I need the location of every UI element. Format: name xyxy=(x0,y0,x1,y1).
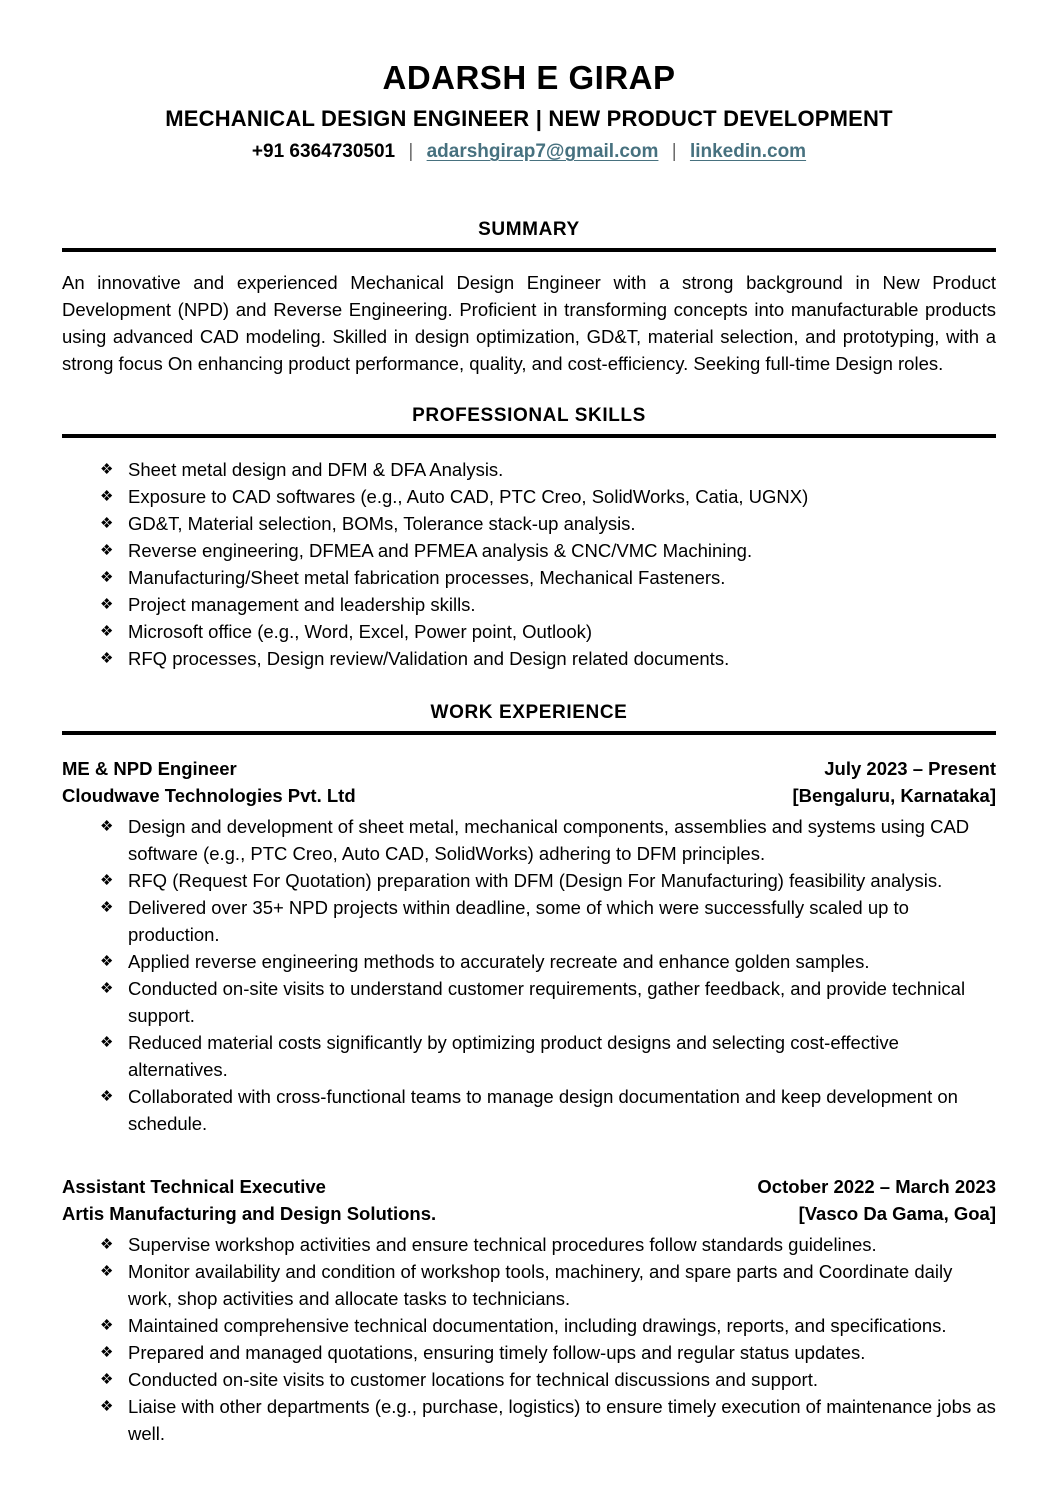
bullet-diamond-icon: ❖ xyxy=(100,818,114,836)
summary-paragraph: An innovative and experienced Mechanical Design Engineer with a strong background in New Product Development (NPD) and Reverse Engineering. Proficient in transforming concepts into manufacturable products using advanced CAD modeling. Skilled in design optimization, GD&T, material selection, and prototyping, with a strong focus On enhancing product performance, quality, and cost-efficiency. Seeking full-time Design roles. xyxy=(62,272,996,375)
skill-text: Exposure to CAD softwares (e.g., Auto CAD, PTC Creo, SolidWorks, Catia, UGNX) xyxy=(128,486,809,508)
contact-line xyxy=(62,141,996,163)
bullet-diamond-icon: ❖ xyxy=(100,542,114,560)
job-bullet-text: RFQ (Request For Quotation) preparation with DFM (Design For Manufacturing) feasibility analysis. xyxy=(128,870,943,892)
job-entry xyxy=(62,755,996,1137)
bullet-diamond-icon: ❖ xyxy=(100,1088,114,1106)
job-bullet-text: Conducted on-site visits to understand customer requirements, gather feedback, and provide technical support. xyxy=(128,978,966,1027)
job-bullet-list xyxy=(62,1231,996,1447)
job-bullet-text: Prepared and managed quotations, ensuring timely follow-ups and regular status updates. xyxy=(128,1342,866,1364)
candidate-title: MECHANICAL DESIGN ENGINEER | NEW PRODUCT DEVELOPMENT xyxy=(165,106,893,132)
job-entry xyxy=(62,1173,996,1447)
section-skills xyxy=(62,405,996,672)
bullet-diamond-icon: ❖ xyxy=(100,980,114,998)
job-header-row xyxy=(62,1173,996,1200)
phone-number: +91 6364730501 xyxy=(251,141,396,163)
list-item xyxy=(62,564,996,591)
skill-text: RFQ processes, Design review/Validation and Design related documents. xyxy=(128,648,730,670)
list-item xyxy=(62,867,996,894)
job-bullet-list xyxy=(62,813,996,1137)
list-item xyxy=(62,1312,996,1339)
job-subheader-row xyxy=(62,782,996,809)
bullet-diamond-icon: ❖ xyxy=(100,515,114,533)
list-item xyxy=(62,618,996,645)
bullet-diamond-icon: ❖ xyxy=(100,953,114,971)
experience-heading: WORK EXPERIENCE xyxy=(430,702,628,724)
skills-heading: PROFESSIONAL SKILLS xyxy=(412,405,646,427)
bullet-diamond-icon: ❖ xyxy=(100,1263,114,1281)
list-item xyxy=(62,1393,996,1447)
list-item xyxy=(62,483,996,510)
job-bullet-text: Reduced material costs significantly by optimizing product designs and selecting cost-effective alternatives. xyxy=(128,1032,899,1081)
job-bullet-text: Conducted on-site visits to customer locations for technical discussions and support. xyxy=(128,1369,818,1391)
list-item xyxy=(62,1366,996,1393)
list-item xyxy=(62,1339,996,1366)
job-subheader-row xyxy=(62,1200,996,1227)
job-location: [Vasco Da Gama, Goa] xyxy=(798,1203,996,1225)
job-header-row xyxy=(62,755,996,782)
bullet-diamond-icon: ❖ xyxy=(100,650,114,668)
job-role: ME & NPD Engineer xyxy=(62,758,237,780)
section-summary xyxy=(62,219,996,377)
job-role: Assistant Technical Executive xyxy=(62,1176,326,1198)
skill-text: GD&T, Material selection, BOMs, Tolerance stack-up analysis. xyxy=(128,513,636,535)
job-dates: July 2023 – Present xyxy=(824,758,996,780)
bullet-diamond-icon: ❖ xyxy=(100,1034,114,1052)
list-item xyxy=(62,894,996,948)
jobs xyxy=(62,755,996,1447)
bullet-diamond-icon: ❖ xyxy=(100,623,114,641)
skill-text: Reverse engineering, DFMEA and PFMEA analysis & CNC/VMC Machining. xyxy=(128,540,753,562)
contact-separator: | xyxy=(408,141,414,163)
bullet-diamond-icon: ❖ xyxy=(100,461,114,479)
skill-text: Project management and leadership skills. xyxy=(128,594,476,616)
job-bullet-text: Supervise workshop activities and ensure technical procedures follow standards guidelines. xyxy=(128,1234,877,1256)
list-item xyxy=(62,510,996,537)
bullet-diamond-icon: ❖ xyxy=(100,899,114,917)
job-bullet-text: Maintained comprehensive technical documentation, including drawings, reports, and specifications. xyxy=(128,1315,947,1337)
job-bullet-text: Monitor availability and condition of workshop tools, machinery, and spare parts and Coordinate daily work, shop activities and allocate tasks to technicians. xyxy=(128,1261,953,1310)
bullet-diamond-icon: ❖ xyxy=(100,596,114,614)
summary-heading: SUMMARY xyxy=(478,219,580,241)
job-location: [Bengaluru, Karnataka] xyxy=(792,785,996,807)
section-divider xyxy=(62,248,996,252)
bullet-diamond-icon: ❖ xyxy=(100,1344,114,1362)
bullet-diamond-icon: ❖ xyxy=(100,1371,114,1389)
bullet-diamond-icon: ❖ xyxy=(100,569,114,587)
list-item xyxy=(62,1231,996,1258)
contact-separator: | xyxy=(671,141,677,163)
bullet-diamond-icon: ❖ xyxy=(100,872,114,890)
job-company: Artis Manufacturing and Design Solutions. xyxy=(62,1203,437,1225)
list-item xyxy=(62,537,996,564)
bullet-diamond-icon: ❖ xyxy=(100,1236,114,1254)
job-bullet-text: Liaise with other departments (e.g., purchase, logistics) to ensure timely execution of maintenance jobs as well. xyxy=(128,1396,996,1445)
resume-header xyxy=(62,60,996,163)
bullet-diamond-icon: ❖ xyxy=(100,488,114,506)
skill-text: Manufacturing/Sheet metal fabrication processes, Mechanical Fasteners. xyxy=(128,567,726,589)
list-item xyxy=(62,645,996,672)
email-link[interactable]: adarshgirap7@gmail.com xyxy=(426,141,659,163)
list-item xyxy=(62,948,996,975)
section-divider xyxy=(62,731,996,735)
list-item xyxy=(62,591,996,618)
job-bullet-text: Delivered over 35+ NPD projects within deadline, some of which were successfully scaled up to production. xyxy=(128,897,909,946)
linkedin-link[interactable]: linkedin.com xyxy=(689,141,807,163)
list-item xyxy=(62,456,996,483)
bullet-diamond-icon: ❖ xyxy=(100,1398,114,1416)
list-item xyxy=(62,1029,996,1083)
candidate-name: ADARSH E GIRAP xyxy=(382,59,676,96)
list-item xyxy=(62,1258,996,1312)
section-divider xyxy=(62,434,996,438)
list-item xyxy=(62,975,996,1029)
skills-list xyxy=(62,456,996,672)
section-experience xyxy=(62,702,996,1447)
job-company: Cloudwave Technologies Pvt. Ltd xyxy=(62,785,356,807)
list-item xyxy=(62,813,996,867)
job-bullet-text: Applied reverse engineering methods to accurately recreate and enhance golden samples. xyxy=(128,951,870,973)
job-bullet-text: Collaborated with cross-functional teams to manage design documentation and keep development on schedule. xyxy=(128,1086,958,1135)
bullet-diamond-icon: ❖ xyxy=(100,1317,114,1335)
skill-text: Microsoft office (e.g., Word, Excel, Power point, Outlook) xyxy=(128,621,593,643)
job-bullet-text: Design and development of sheet metal, mechanical components, assemblies and systems using CAD software (e.g., PTC Creo, Auto CAD, SolidWorks) adhering to DFM principles. xyxy=(128,816,970,865)
list-item xyxy=(62,1083,996,1137)
skill-text: Sheet metal design and DFM & DFA Analysis. xyxy=(128,459,504,481)
job-dates: October 2022 – March 2023 xyxy=(757,1176,996,1198)
